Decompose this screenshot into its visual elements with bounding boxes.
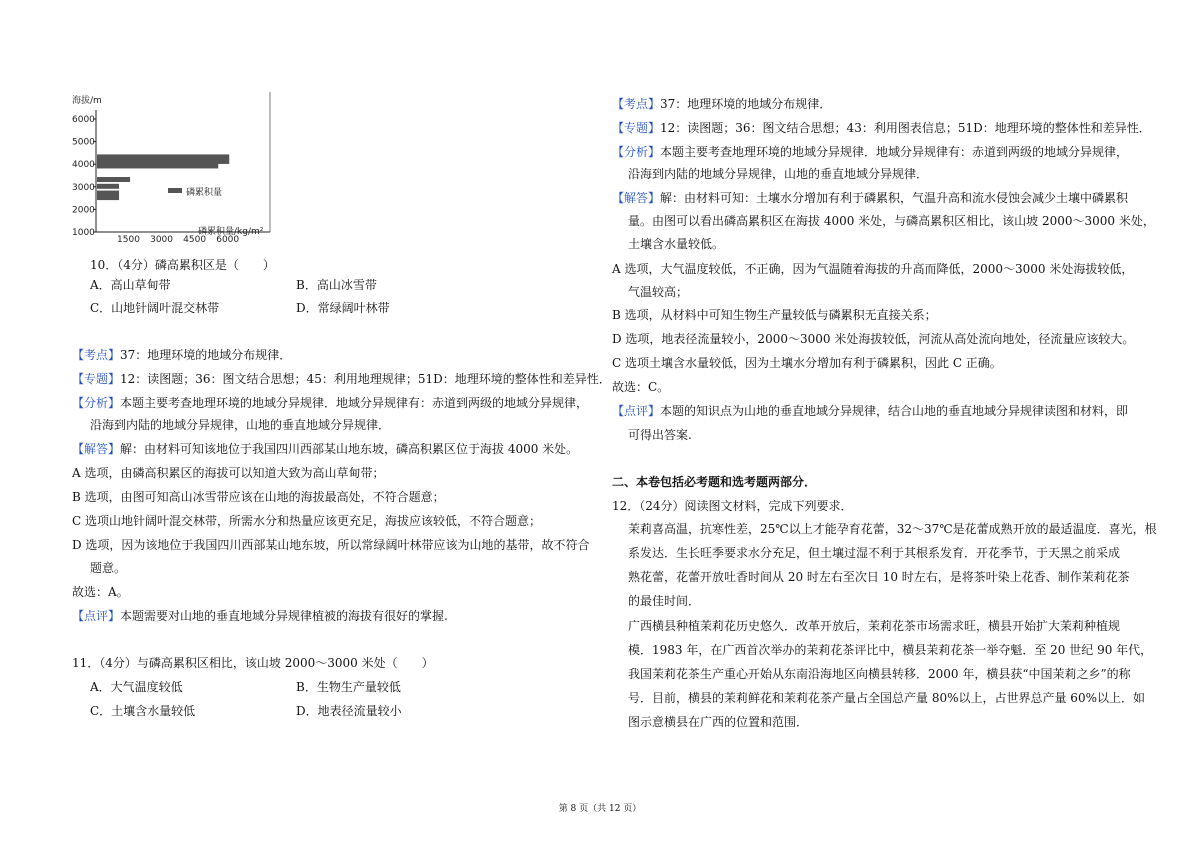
chart-y-axis-label: 海拔/m <box>72 96 102 106</box>
chart-legend-swatch <box>168 188 182 193</box>
chart-y-tick-label: 4000 <box>72 160 95 171</box>
chart-y-tick-label: 5000 <box>72 137 95 148</box>
a10-fenxi <box>72 395 588 411</box>
a10-kaodian <box>72 347 291 363</box>
a11-fenxi-text-1: 本题主要考查地理环境的地域分异规律．地域分异规律有：赤道到两级的地域分异规律， <box>660 145 1129 159</box>
chart-y-tick-label: 3000 <box>72 182 95 193</box>
a11-option-a-analysis-1: A 选项，大气温度较低，不正确，因为气温随着海拔的升高而降低，2000～3000 米处海拔较低， <box>612 262 1134 276</box>
kaodian-tag: 【考点】 <box>72 348 121 362</box>
a10-option-b-analysis: B 选项，由图可知高山冰雪带应该在山地的海拔最高处，不符合题意； <box>72 490 445 504</box>
q10-stem: 10．（4分）磷高累积区是（ ） <box>90 258 275 272</box>
a10-dianping <box>72 608 448 624</box>
jieda-tag: 【解答】 <box>612 191 661 205</box>
chart-bar <box>97 184 119 189</box>
a10-fenxi-text-1: 本题主要考查地理环境的地域分异规律．地域分异规律有：赤道到两级的地域分异规律， <box>120 396 589 410</box>
q10-option-a: A．高山草甸带 <box>90 278 171 292</box>
q12-para1-line1: 茉莉喜高温，抗寒性差，25℃以上才能孕育花蕾，32～37℃是花蕾成熟开放的最适温度．喜光，根 <box>628 522 1157 536</box>
a11-option-b-analysis: B 选项，从材料中可知生物生产量较低与磷累积无直接关系； <box>612 308 937 322</box>
a11-zhuanti-text: 12：读图题；36：图文结合思想；43：利用图表信息；51D：地理环境的整体性和差异性． <box>660 121 1151 135</box>
q10-option-b: B．高山冰雪带 <box>296 278 377 292</box>
zhuanti-tag: 【专题】 <box>72 372 121 386</box>
fenxi-tag: 【分析】 <box>72 396 121 410</box>
q11-option-b: B．生物生产量较低 <box>296 680 401 694</box>
chart-legend-label: 磷累积量 <box>186 188 223 198</box>
chart-bar <box>97 159 229 164</box>
q11-stem: 11．（4分）与磷高累积区相比，该山坡 2000～3000 米处（ ） <box>72 656 434 670</box>
q10-option-d: D．常绿阔叶林带 <box>296 301 390 315</box>
chart-x-tick-label: 3000 <box>150 235 174 242</box>
q11-option-d: D．地表径流量较小 <box>296 704 402 718</box>
a10-option-c-analysis: C 选项山地针阔叶混交林带，所需水分和热量应该更充足，海拔应该较低，不符合题意； <box>72 514 541 528</box>
kaodian-tag: 【考点】 <box>612 97 661 111</box>
a11-option-d-analysis: D 选项，地表径流量较小，2000～3000 米处海拔较低，河流从高处流向地处，径流量应该较大。 <box>612 332 1135 346</box>
a11-zhuanti <box>612 120 1151 136</box>
a11-fenxi <box>612 144 1128 160</box>
a11-kaodian <box>612 96 831 112</box>
section-2-heading: 二、本卷包括必考题和选考题两部分． <box>612 475 817 489</box>
a10-jieda <box>72 441 578 457</box>
q11-option-a: A．大气温度较低 <box>90 680 183 694</box>
chart-y-tick-label: 2000 <box>72 205 95 216</box>
jieda-tag: 【解答】 <box>72 442 121 456</box>
a11-kaodian-text: 37：地理环境的地域分布规律． <box>660 97 832 111</box>
page-footer: 第 8 页（共 12 页） <box>558 804 642 814</box>
q12-para2-line2: 模．1983 年，在广西首次举办的茉莉花茶评比中，横县茉莉花茶一举夺魁．至 20 世纪 90 年代， <box>628 643 1153 657</box>
a10-jieda-text: 解：由材料可知该地位于我国四川西部某山地东坡，磷高积累区位于海拔 4000 米处。 <box>120 442 579 456</box>
chart-x-tick-label: 1500 <box>117 235 140 242</box>
a11-option-a-analysis-2: 气温较高； <box>628 285 689 299</box>
a11-option-c-analysis: C 选项土壤含水量较低，因为土壤水分增加有利于磷累积，因此 C 正确。 <box>612 356 1002 370</box>
a10-option-d-analysis-2: 题意。 <box>90 561 127 575</box>
a11-jieda-text-1: 解：由材料可知：土壤水分增加有利于磷累积，气温升高和流水侵蚀会减少土壤中磷累积 <box>660 191 1129 205</box>
chart-x-axis-label: 磷累积量/kg/m² <box>198 227 264 237</box>
elevation-phosphorus-chart <box>72 92 282 242</box>
a11-dianping <box>612 403 1128 419</box>
dianping-tag: 【点评】 <box>612 404 661 418</box>
dianping-tag: 【点评】 <box>72 609 121 623</box>
a11-dianping-text-1: 本题的知识点为山地的垂直地域分异规律，结合山地的垂直地域分异规律读图和材料，即 <box>660 404 1129 418</box>
a11-fenxi-text-2: 沿海到内陆的地域分异规律，山地的垂直地域分异规律． <box>628 167 929 181</box>
chart-bar <box>97 154 229 159</box>
a11-jieda-text-2: 量。由图可以看出磷高累积区在海拔 4000 米处，与磷高累积区相比，该山坡 2000～3000 米处， <box>628 214 1155 228</box>
zhuanti-tag: 【专题】 <box>612 121 661 135</box>
a10-answer: 故选：A。 <box>72 585 129 599</box>
q12-para2-line1: 广西横县种植茉莉花历史悠久．改革开放后，茉莉花茶市场需求旺，横县开始扩大茉莉种植规 <box>628 619 1121 633</box>
chart-x-tick-label: 4500 <box>183 235 207 242</box>
a10-option-a-analysis: A 选项，由磷高积累区的海拔可以知道大致为高山草甸带； <box>72 466 385 480</box>
chart-bar <box>97 163 218 168</box>
q10-option-c: C．山地针阔叶混交林带 <box>90 301 220 315</box>
q12-para1-line4: 的最佳时间． <box>628 594 701 608</box>
a10-option-d-analysis-1: D 选项，因为该地位于我国四川西部某山地东坡，所以常绿阔叶林带应该为山地的基带，故不符合 <box>72 538 590 552</box>
a11-dianping-text-2: 可得出答案. <box>628 428 692 442</box>
a10-kaodian-text: 37：地理环境的地域分布规律． <box>120 348 292 362</box>
a11-jieda-text-3: 土壤含水量较低。 <box>628 237 725 251</box>
chart-bar <box>97 177 130 182</box>
chart-y-tick-label: 1000 <box>72 228 95 238</box>
q12-para2-line4: 号．目前，横县的茉莉鲜花和茉莉花茶产量占全国总产量 80%以上，占世界总产量 60%以上．如 <box>628 691 1145 705</box>
q11-option-c: C．土壤含水量较低 <box>90 704 196 718</box>
a10-zhuanti <box>72 371 611 387</box>
a11-jieda <box>612 190 1128 206</box>
a10-fenxi-text-2: 沿海到内陆的地域分异规律，山地的垂直地域分异规律． <box>90 418 391 432</box>
chart-x-tick-label: 6000 <box>216 235 240 242</box>
q12-stem: 12．（24分）阅读图文材料，完成下列要求． <box>612 499 853 513</box>
q12-para2-line3: 我国茉莉花茶生产重心开始从东南沿海地区向横县转移．2000 年，横县获“中国茉莉之乡”的称 <box>628 667 1131 681</box>
a10-zhuanti-text: 12：读图题；36：图文结合思想；45：利用地理规律；51D：地理环境的整体性和差异性． <box>120 372 611 386</box>
a10-dianping-text: 本题需要对山地的垂直地域分异规律植被的海拔有很好的掌握. <box>120 609 448 623</box>
chart-bar <box>97 195 119 200</box>
q12-para1-line2: 系发达．生长旺季要求水分充足，但土壤过湿不利于其根系发育．开花季节，于天黑之前采成 <box>628 546 1121 560</box>
a11-answer: 故选：C。 <box>612 380 670 394</box>
chart-y-tick-label: 6000 <box>72 115 95 125</box>
q12-para2-line5: 图示意横县在广西的位置和范围． <box>628 715 809 729</box>
fenxi-tag: 【分析】 <box>612 145 661 159</box>
q12-para1-line3: 熟花蕾，花蕾开放吐香时间从 20 时左右至次日 10 时左右，是将茶叶染上花香、制作茉莉花茶 <box>628 570 1130 584</box>
chart-bar <box>97 191 119 196</box>
